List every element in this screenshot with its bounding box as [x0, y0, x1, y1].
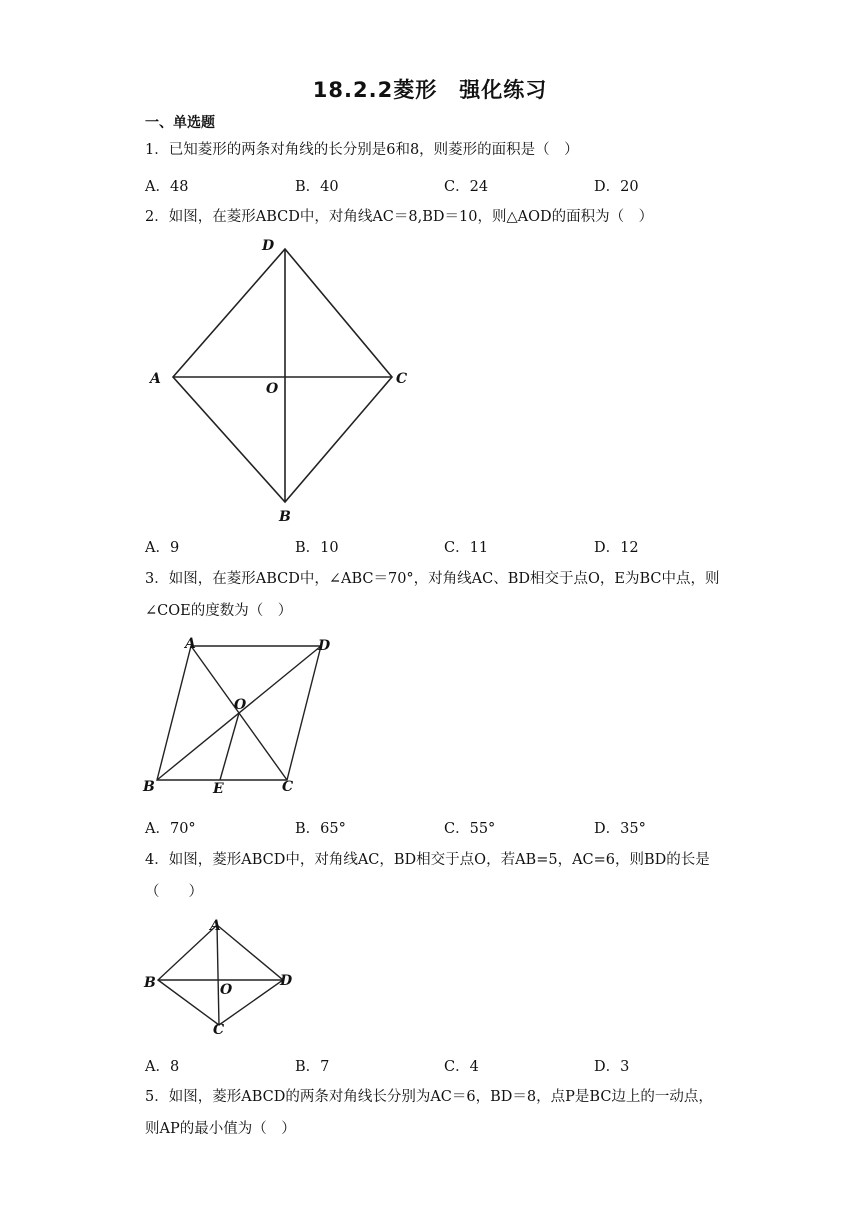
- question-3-figure: [140, 636, 340, 796]
- q3-label-b: B: [143, 779, 155, 795]
- question-4-options: [145, 1055, 745, 1079]
- q4-option-c: C．4: [444, 1059, 479, 1075]
- q4-label-a: A: [210, 918, 221, 934]
- q4-rhombus-outline: [158, 925, 283, 1025]
- question-5-stem: 5．如图，菱形ABCD的两条对角线长分别为AC＝6，BD＝8，点P是BC边上的一动点，则AP的最小值为（ ）: [145, 1089, 713, 1137]
- question-2-options: [145, 536, 745, 560]
- q3-label-o: O: [234, 697, 247, 713]
- q3-segment-oe: [220, 713, 239, 780]
- q2-option-a: A．9: [145, 540, 180, 556]
- q2-label-b: B: [279, 509, 291, 525]
- q4-label-o: O: [220, 982, 233, 998]
- q4-option-a: A．8: [145, 1059, 180, 1075]
- q3-option-c: C．55°: [444, 821, 496, 837]
- q1-option-c: C．24: [444, 179, 489, 195]
- q2-option-c: C．11: [444, 540, 489, 556]
- q1-option-a: A．48: [145, 179, 189, 195]
- q4-option-d: D．3: [594, 1059, 630, 1075]
- question-4-stem: 4．如图，菱形ABCD中，对角线AC，BD相交于点O，若AB=5，AC=6，则BD的长是（ ）: [145, 852, 710, 900]
- q3-option-d: D．35°: [594, 821, 646, 837]
- q4-label-b: B: [144, 975, 156, 991]
- question-3-stem: 3．如图，在菱形ABCD中，∠ABC＝70°，对角线AC、BD相交于点O，E为BC中点，则∠COE的度数为（ ）: [145, 571, 720, 619]
- question-4-figure: [140, 913, 305, 1038]
- q1-option-d: D．20: [594, 179, 639, 195]
- page-title: 18.2.2菱形 强化练习: [312, 78, 548, 102]
- question-2-figure: [140, 232, 430, 527]
- q2-rhombus-outline: [173, 249, 392, 502]
- question-2-stem: 2．如图，在菱形ABCD中，对角线AC＝8,BD＝10，则△AOD的面积为（ ）: [145, 209, 654, 225]
- q4-option-b: B．7: [295, 1059, 330, 1075]
- section-heading: 一、单选题: [145, 115, 215, 131]
- q4-label-d: D: [280, 973, 293, 989]
- q2-label-c: C: [396, 371, 408, 387]
- q3-label-a: A: [185, 636, 196, 652]
- question-1-options: [145, 175, 745, 199]
- question-1-stem: 1．已知菱形的两条对角线的长分别是6和8，则菱形的面积是（ ）: [145, 142, 579, 158]
- q3-label-c: C: [282, 779, 294, 795]
- q2-label-a: A: [150, 371, 161, 387]
- q2-label-d: D: [262, 238, 275, 254]
- q1-option-b: B．40: [295, 179, 339, 195]
- q2-label-o: O: [266, 381, 279, 397]
- q2-option-d: D．12: [594, 540, 639, 556]
- q3-label-e: E: [213, 781, 224, 796]
- q2-option-b: B．10: [295, 540, 339, 556]
- q4-diagonal-ac: [217, 925, 219, 1025]
- q4-label-c: C: [213, 1022, 225, 1038]
- q3-option-a: A．70°: [145, 821, 196, 837]
- q3-option-b: B．65°: [295, 821, 346, 837]
- question-3-options: [145, 817, 745, 841]
- q3-label-d: D: [318, 638, 331, 654]
